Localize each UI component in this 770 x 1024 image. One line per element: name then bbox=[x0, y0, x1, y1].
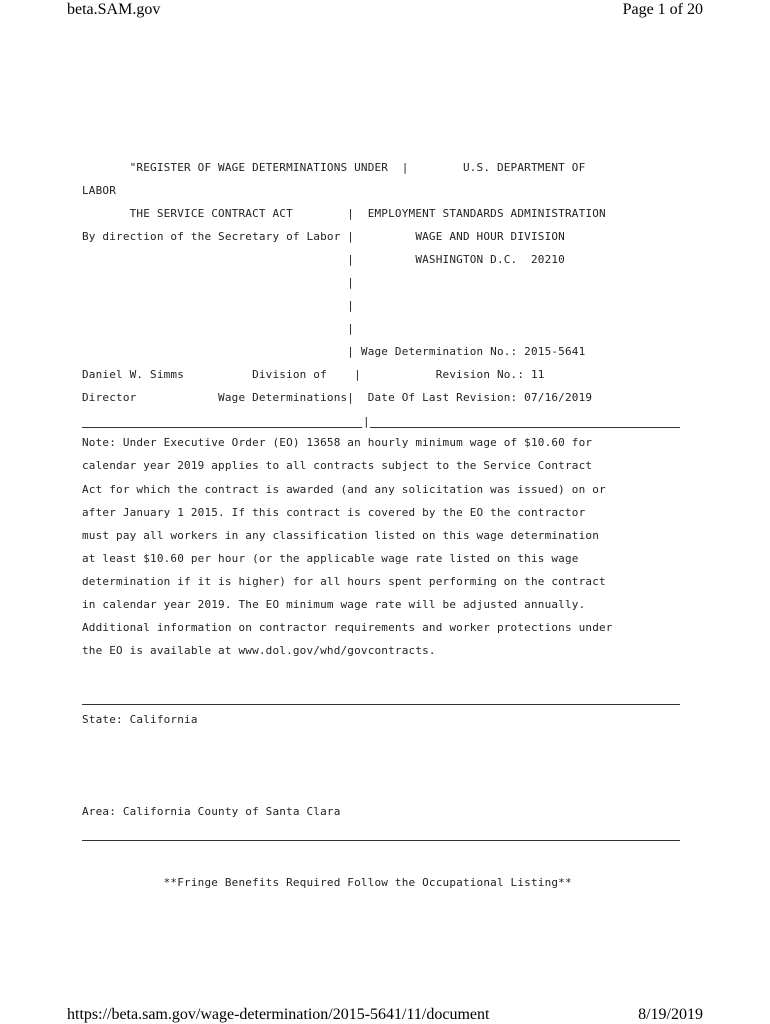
header-divider-separator: | bbox=[363, 415, 370, 428]
note-line: at least $10.60 per hour (or the applicable wage rate listed on this wage bbox=[82, 552, 579, 565]
date-of-last-revision: Director Wage Determinations| Date Of Last Revision: 07/16/2019 bbox=[82, 391, 593, 404]
fringe-benefits-note: **Fringe Benefits Required Follow the Occupational Listing** bbox=[82, 876, 572, 889]
revision-number: Daniel W. Simms Division of | Revision No.: 11 bbox=[82, 368, 545, 381]
print-header-site: beta.SAM.gov bbox=[67, 1, 161, 18]
area-label: Area: California County of Santa Clara bbox=[82, 805, 341, 818]
state-label: State: California bbox=[82, 713, 198, 726]
header-line-service-contract-act: THE SERVICE CONTRACT ACT | EMPLOYMENT STANDARDS ADMINISTRATION bbox=[82, 207, 606, 220]
print-footer-date: 8/19/2019 bbox=[638, 1006, 703, 1023]
wage-determination-number: | Wage Determination No.: 2015-5641 bbox=[82, 345, 586, 358]
section-divider bbox=[82, 704, 680, 705]
note-line: determination if it is higher) for all hours spent performing on the contract bbox=[82, 575, 606, 588]
section-divider bbox=[82, 840, 680, 841]
note-line: calendar year 2019 applies to all contracts subject to the Service Contract bbox=[82, 459, 593, 472]
print-header-page-number: Page 1 of 20 bbox=[622, 1, 703, 18]
header-divider-left bbox=[82, 427, 362, 428]
header-line-register: "REGISTER OF WAGE DETERMINATIONS UNDER | U.S. DEPARTMENT OF bbox=[82, 161, 586, 174]
note-line: after January 1 2015. If this contract is covered by the EO the contractor bbox=[82, 506, 586, 519]
header-line-washington: | WASHINGTON D.C. 20210 bbox=[82, 253, 565, 266]
note-line: Note: Under Executive Order (EO) 13658 an hourly minimum wage of $10.60 for bbox=[82, 436, 593, 449]
note-line: Act for which the contract is awarded (and any solicitation was issued) on or bbox=[82, 483, 606, 496]
note-line: the EO is available at www.dol.gov/whd/govcontracts. bbox=[82, 644, 436, 657]
header-line-spacer: | bbox=[82, 322, 355, 335]
note-line: in calendar year 2019. The EO minimum wage rate will be adjusted annually. bbox=[82, 598, 586, 611]
header-line-spacer: | bbox=[82, 299, 355, 312]
note-line: Additional information on contractor requirements and worker protections under bbox=[82, 621, 613, 634]
header-line-secretary: By direction of the Secretary of Labor | WAGE AND HOUR DIVISION bbox=[82, 230, 565, 243]
note-line: must pay all workers in any classification listed on this wage determination bbox=[82, 529, 599, 542]
header-divider-right bbox=[370, 427, 680, 428]
header-line-labor: LABOR bbox=[82, 184, 117, 197]
print-footer-url: https://beta.sam.gov/wage-determination/2015-5641/11/document bbox=[67, 1006, 490, 1023]
header-line-spacer: | bbox=[82, 276, 355, 289]
